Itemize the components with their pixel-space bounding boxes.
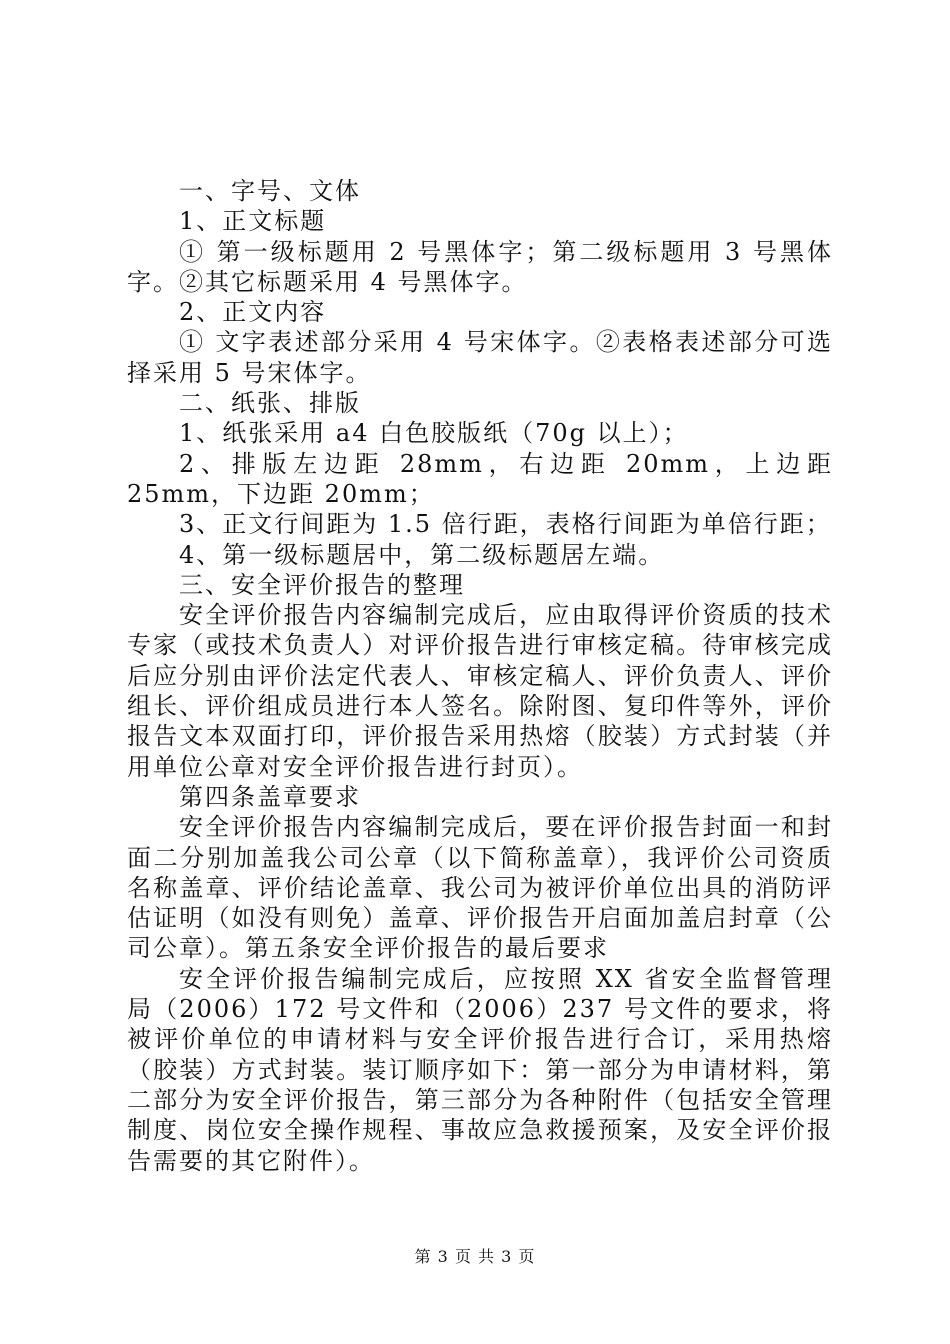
section-heading-1: 一、字号、文体 (179, 177, 361, 205)
subheading-body-title: 1、正文标题 (179, 207, 327, 236)
stamp-requirements-paragraph: 安全评价报告内容编制完成后，要在评价报告封面一和封面二分别加盖我公司公章（以下简称盖章），我评价公司资质名称盖章、评价结论盖章、我公司为被评价单位出具的消防评估证明（如没有则免）盖章、评价报告开启面加盖启封章（公司公章）。第五条安全评价报告的最后要求 (127, 813, 833, 963)
section-heading-3: 三、安全评价报告的整理 (179, 570, 465, 599)
margin-spec-paragraph: 2、排版左边距 28mm，右边距 20mm，上边距 25mm，下边距 20mm； (127, 449, 833, 508)
section-heading-2: 二、纸张、排版 (179, 389, 361, 418)
line-spacing-line: 3、正文行间距为 1.5 倍行距，表格行间距为单倍行距； (179, 510, 832, 539)
paper-spec-line: 1、纸张采用 a4 白色胶版纸（70g 以上）； (179, 419, 689, 448)
binding-requirements-paragraph: 安全评价报告编制完成后，应按照 XX 省安全监督管理局（2006）172 号文件和（2006）237 号文件的要求，将被评价单位的申请材料与安全评价报告进行合订，采用热熔（胶装）方式封装。装订顺序如下：第一部分为申请材料，第二部分为安全评价报告，第三部分为各种附件（包括安全管理制度、岗位安全操作规程、事故应急救援预案，及安全评价报告需要的其它附件）。 (127, 964, 833, 1175)
article-four-heading: 第四条盖章要求 (179, 782, 361, 811)
page-footer: 第 3 页 共 3 页 (414, 1247, 536, 1266)
document-body (127, 176, 833, 1176)
paragraph-content-fonts: ① 文字表述部分采用 4 号宋体字。②表格表述部分可选择采用 5 号宋体字。 (127, 328, 833, 387)
paragraph-title-fonts: ① 第一级标题用 2 号黑体字；第二级标题用 3 号黑体字。②其它标题采用 4 号黑体字。 (127, 237, 833, 296)
report-organization-paragraph: 安全评价报告内容编制完成后，应由取得评价资质的技术专家（或技术负责人）对评价报告进行审核定稿。待审核完成后应分别由评价法定代表人、审核定稿人、评价负责人、评价组长、评价组成员进行本人签名。除附图、复印件等外，评价报告文本双面打印，评价报告采用热熔（胶装）方式封装（并用单位公章对安全评价报告进行封页）。 (127, 601, 833, 781)
subheading-body-content: 2、正文内容 (179, 298, 327, 327)
heading-alignment-line: 4、第一级标题居中，第二级标题居左端。 (179, 540, 665, 569)
